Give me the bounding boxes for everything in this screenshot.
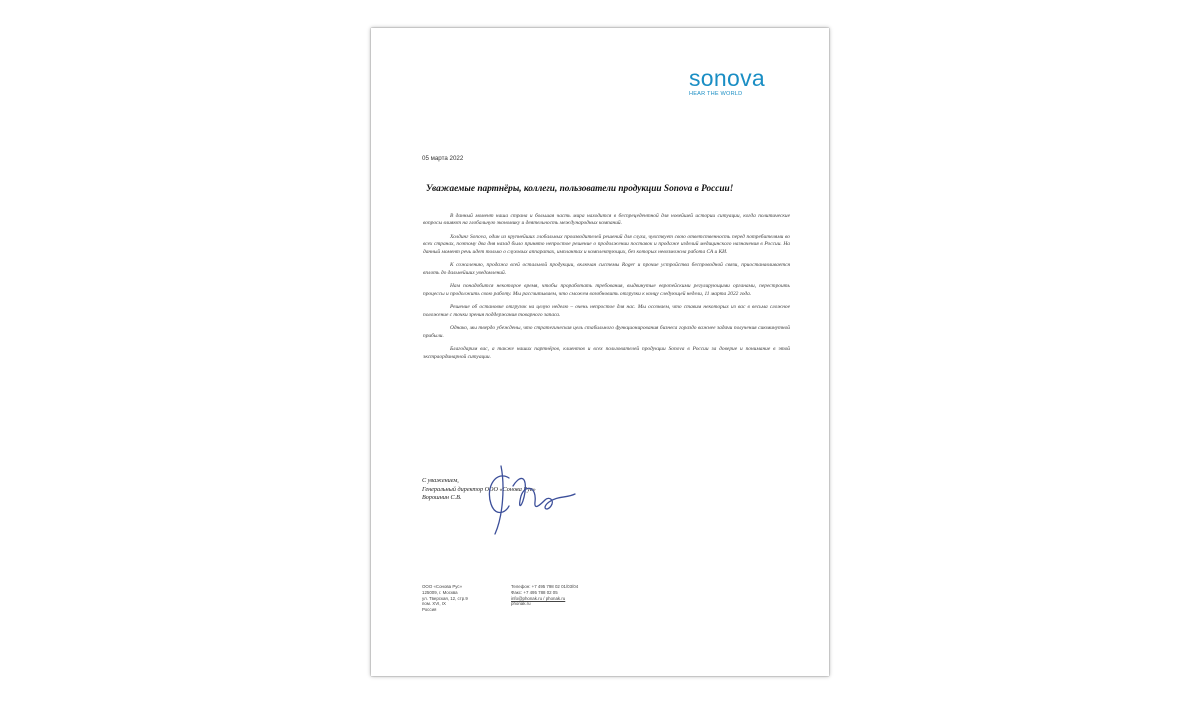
footer-contacts <box>511 584 578 607</box>
address-line: пом. XVI, IX <box>422 601 446 607</box>
logo-tagline: HEAR THE WORLD <box>689 91 743 97</box>
letter-date: 05 марта 2022 <box>422 155 464 162</box>
closing-salutation: С уважением, <box>422 477 459 484</box>
contact-website[interactable]: phonak.ru <box>511 601 531 607</box>
paragraph: В данный момент наша страна и большая часть мира находится в беспрецедентной для новейшей истории ситуации, когда политические вопросы влияют на глобальную экономику и деятельность международных компаний. <box>423 213 790 227</box>
letter-page <box>371 28 829 676</box>
address-line: ул. Тверская, 12, стр.9 <box>422 595 468 601</box>
address-line: Россия <box>422 607 437 613</box>
contact-email[interactable]: info@phonak.ru / phonak.ru <box>511 595 566 601</box>
letter-body <box>423 213 790 367</box>
signer-position: Генеральный директор ООО «Сонова Рус» <box>422 485 536 493</box>
paragraph: Решение об остановке отгрузок на целую неделю – очень непростое для нас. Мы осознаем, что ставим некоторых из вас в весьма сложное положение с точки зрения поддержания товарного запаса. <box>423 304 790 318</box>
paragraph: Холдинг Sonova, один из крупнейших глобальных производителей решений для слуха, чувствует свою ответственность перед потребителями во всех странах, поэтому два дня назад было принято непростое решение о продолжении поставок и продаже изделий медицинского назначения в России. На данный момент речь идет только о слуховых аппаратах, имплантах и комплектующих, без которых невозможна работа СА и КИ. <box>423 234 790 255</box>
logo-wordmark: sonova <box>689 65 765 91</box>
paragraph: Однако, мы твердо убеждены, что стратегическая цель стабильного функционирования бизнеса гораздо важнее задачи получения сиюминутной прибыли. <box>423 325 790 339</box>
paragraph: Благодарим вас, а также наших партнёров, клиентов и всех пользователей продукции Sonova в России за доверие и понимание в этой экстраординарной ситуации. <box>423 346 790 360</box>
letter-heading: Уважаемые партнёры, коллеги, пользователи продукции Sonova в России! <box>426 184 734 194</box>
contact-line: Факс: +7 495 788 02 05 <box>511 589 558 595</box>
address-line: ООО «Сонова Рус» <box>422 584 463 589</box>
address-line: 125009, г. Москва <box>422 589 458 595</box>
paragraph: К сожалению, продажа всей остальной продукции, включая системы Roger и прочие устройства беспроводной связи, приостанавливается вплоть до дальнейших уведомлений. <box>423 262 790 276</box>
contact-line: Телефон: +7 495 798 02 01/03/04 <box>511 584 579 589</box>
handwritten-signature <box>479 456 599 536</box>
signer-name: Ворошнин С.В. <box>422 494 462 502</box>
company-logo <box>689 66 789 98</box>
footer-address <box>422 584 468 613</box>
paragraph: Нам понадобится некоторое время, чтобы проработать требования, выдвинутые европейскими регулирующими органами, перестроить процессы и продолжить свою работу. Мы рассчитываем, что сможем возобновить отгрузки к концу следующей недели, 11 марта 2022 года. <box>423 283 790 297</box>
